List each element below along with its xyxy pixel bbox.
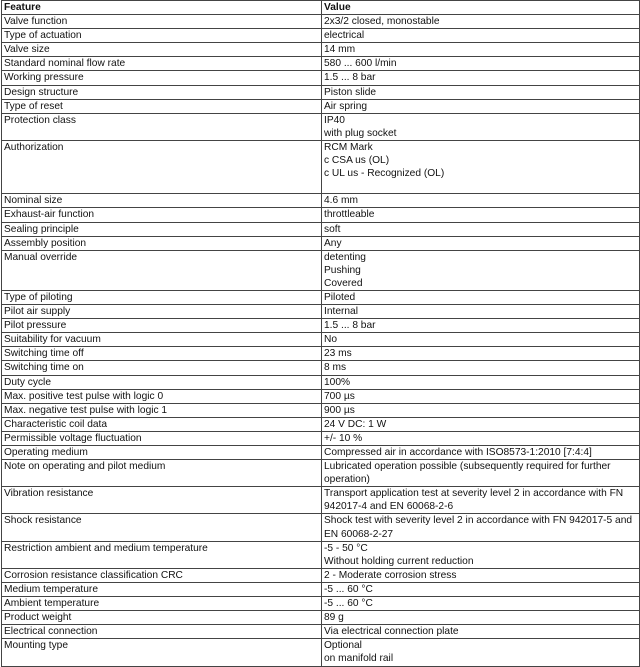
table-row xyxy=(2,611,640,625)
feature-cell: Product weight xyxy=(2,611,322,625)
value-line: RCM Mark xyxy=(324,141,373,153)
value-cell xyxy=(322,582,640,596)
table-row xyxy=(2,319,640,333)
value-cell xyxy=(322,140,640,193)
value-line: -5 - 50 °C xyxy=(324,542,368,554)
table-row xyxy=(2,431,640,445)
feature-cell: Exhaust-air function xyxy=(2,208,322,222)
value-line: IP40 xyxy=(324,114,345,126)
table-row xyxy=(2,71,640,85)
feature-cell: Electrical connection xyxy=(2,625,322,639)
feature-cell: Assembly position xyxy=(2,236,322,250)
table-row xyxy=(2,333,640,347)
value-cell xyxy=(322,361,640,375)
feature-cell: Mounting type xyxy=(2,639,322,666)
value-cell xyxy=(322,208,640,222)
value-line: detenting xyxy=(324,251,366,263)
header-value: Value xyxy=(322,1,640,15)
value-line: electrical xyxy=(324,30,365,42)
value-cell xyxy=(322,305,640,319)
value-cell xyxy=(322,99,640,113)
value-cell xyxy=(322,514,640,541)
table-row xyxy=(2,403,640,417)
spec-table xyxy=(1,0,640,667)
value-line: 4.6 mm xyxy=(324,195,358,207)
value-cell xyxy=(322,347,640,361)
value-line: Internal xyxy=(324,306,358,318)
feature-cell: Standard nominal flow rate xyxy=(2,57,322,71)
feature-cell: Valve size xyxy=(2,43,322,57)
value-line: Via electrical connection plate xyxy=(324,626,459,638)
value-line: c UL us - Recognized (OL) xyxy=(324,168,445,180)
value-line: No xyxy=(324,334,338,346)
table-row xyxy=(2,250,640,290)
value-line: Piloted xyxy=(324,291,356,303)
value-line: 900 µs xyxy=(324,404,355,416)
feature-cell: Permissible voltage fluctuation xyxy=(2,431,322,445)
feature-cell: Design structure xyxy=(2,85,322,99)
value-cell xyxy=(322,403,640,417)
table-row xyxy=(2,361,640,375)
value-cell xyxy=(322,43,640,57)
value-cell xyxy=(322,431,640,445)
feature-cell: Type of reset xyxy=(2,99,322,113)
feature-cell: Manual override xyxy=(2,250,322,290)
feature-cell: Switching time off xyxy=(2,347,322,361)
table-header-row xyxy=(2,1,640,15)
value-cell xyxy=(322,29,640,43)
value-line: soft xyxy=(324,223,341,235)
feature-cell: Pilot air supply xyxy=(2,305,322,319)
value-line: Lubricated operation possible (subsequently required for further operation) xyxy=(324,461,611,486)
value-line: 700 µs xyxy=(324,390,355,402)
value-cell xyxy=(322,568,640,582)
value-cell xyxy=(322,417,640,431)
value-cell xyxy=(322,389,640,403)
value-line: -5 ... 60 °C xyxy=(324,598,373,610)
value-line xyxy=(324,180,637,193)
table-row xyxy=(2,582,640,596)
value-line: 2 - Moderate corrosion stress xyxy=(324,569,457,581)
feature-cell: Shock resistance xyxy=(2,514,322,541)
value-line: Compressed air in accordance with ISO8573-1:2010 [7:4:4] xyxy=(324,447,592,458)
table-row xyxy=(2,222,640,236)
feature-cell: Medium temperature xyxy=(2,582,322,596)
value-line: with plug socket xyxy=(324,127,397,139)
feature-cell: Pilot pressure xyxy=(2,319,322,333)
value-cell xyxy=(322,222,640,236)
table-row xyxy=(2,487,640,514)
table-row xyxy=(2,389,640,403)
feature-cell: Operating medium xyxy=(2,446,322,460)
feature-cell: Type of actuation xyxy=(2,29,322,43)
value-line: c CSA us (OL) xyxy=(324,155,390,167)
header-feature: Feature xyxy=(2,1,322,15)
value-cell xyxy=(322,71,640,85)
value-line: 8 ms xyxy=(324,362,347,374)
table-row xyxy=(2,639,640,666)
table-row xyxy=(2,597,640,611)
table-row xyxy=(2,29,640,43)
value-cell xyxy=(322,319,640,333)
value-line: 1.5 ... 8 bar xyxy=(324,320,376,332)
table-row xyxy=(2,290,640,304)
feature-cell: Vibration resistance xyxy=(2,487,322,514)
table-row xyxy=(2,208,640,222)
feature-cell: Nominal size xyxy=(2,194,322,208)
value-line: Pushing xyxy=(324,264,361,276)
table-row xyxy=(2,15,640,29)
spec-table-body xyxy=(2,15,640,666)
value-line: 23 ms xyxy=(324,348,352,360)
value-cell xyxy=(322,15,640,29)
feature-cell: Max. negative test pulse with logic 1 xyxy=(2,403,322,417)
value-cell xyxy=(322,375,640,389)
value-line: Without holding current reduction xyxy=(324,555,474,567)
table-row xyxy=(2,305,640,319)
value-line: Air spring xyxy=(324,100,368,112)
feature-cell: Note on operating and pilot medium xyxy=(2,460,322,487)
value-cell xyxy=(322,460,640,487)
feature-cell: Characteristic coil data xyxy=(2,417,322,431)
table-row xyxy=(2,375,640,389)
value-cell xyxy=(322,250,640,290)
table-row xyxy=(2,140,640,193)
value-cell xyxy=(322,85,640,99)
value-line: 89 g xyxy=(324,612,344,624)
table-row xyxy=(2,446,640,460)
value-line: +/- 10 % xyxy=(324,432,363,444)
value-cell xyxy=(322,236,640,250)
value-line: Transport application test at severity level 2 in accordance with FN 942017-4 and EN 60068-2-6 xyxy=(324,488,624,513)
value-line: -5 ... 60 °C xyxy=(324,583,373,595)
feature-cell: Working pressure xyxy=(2,71,322,85)
feature-cell: Switching time on xyxy=(2,361,322,375)
table-row xyxy=(2,568,640,582)
value-cell xyxy=(322,333,640,347)
value-line: Shock test with severity level 2 in accordance with FN 942017-5 and EN 60068-2-27 xyxy=(324,515,633,540)
value-cell xyxy=(322,541,640,568)
value-line: 14 mm xyxy=(324,44,356,56)
table-row xyxy=(2,85,640,99)
feature-cell: Valve function xyxy=(2,15,322,29)
value-cell xyxy=(322,625,640,639)
value-cell xyxy=(322,597,640,611)
value-line: Piston slide xyxy=(324,86,377,98)
feature-cell: Suitability for vacuum xyxy=(2,333,322,347)
table-row xyxy=(2,236,640,250)
feature-cell: Max. positive test pulse with logic 0 xyxy=(2,389,322,403)
table-row xyxy=(2,43,640,57)
value-cell xyxy=(322,57,640,71)
value-line: Covered xyxy=(324,277,363,289)
table-row xyxy=(2,541,640,568)
feature-cell: Restriction ambient and medium temperature xyxy=(2,541,322,568)
feature-cell: Authorization xyxy=(2,140,322,193)
table-row xyxy=(2,194,640,208)
table-row xyxy=(2,460,640,487)
feature-cell: Type of piloting xyxy=(2,290,322,304)
value-cell xyxy=(322,446,640,460)
value-line: throttleable xyxy=(324,209,375,221)
value-cell xyxy=(322,611,640,625)
value-line: 1.5 ... 8 bar xyxy=(324,72,376,84)
table-row xyxy=(2,514,640,541)
feature-cell: Protection class xyxy=(2,113,322,140)
value-cell xyxy=(322,487,640,514)
table-row xyxy=(2,99,640,113)
value-line: on manifold rail xyxy=(324,653,394,665)
table-row xyxy=(2,113,640,140)
table-row xyxy=(2,417,640,431)
feature-cell: Ambient temperature xyxy=(2,597,322,611)
value-cell xyxy=(322,113,640,140)
value-line: Optional xyxy=(324,640,362,652)
feature-cell: Duty cycle xyxy=(2,375,322,389)
table-row xyxy=(2,347,640,361)
feature-cell: Corrosion resistance classification CRC xyxy=(2,568,322,582)
value-cell xyxy=(322,639,640,666)
value-line: 580 ... 600 l/min xyxy=(324,58,397,70)
table-row xyxy=(2,57,640,71)
value-cell xyxy=(322,290,640,304)
table-row xyxy=(2,625,640,639)
value-line: 2x3/2 closed, monostable xyxy=(324,16,440,28)
value-line: Any xyxy=(324,237,342,249)
value-line: 100% xyxy=(324,376,351,388)
value-line: 24 V DC: 1 W xyxy=(324,418,387,430)
value-cell xyxy=(322,194,640,208)
feature-cell: Sealing principle xyxy=(2,222,322,236)
